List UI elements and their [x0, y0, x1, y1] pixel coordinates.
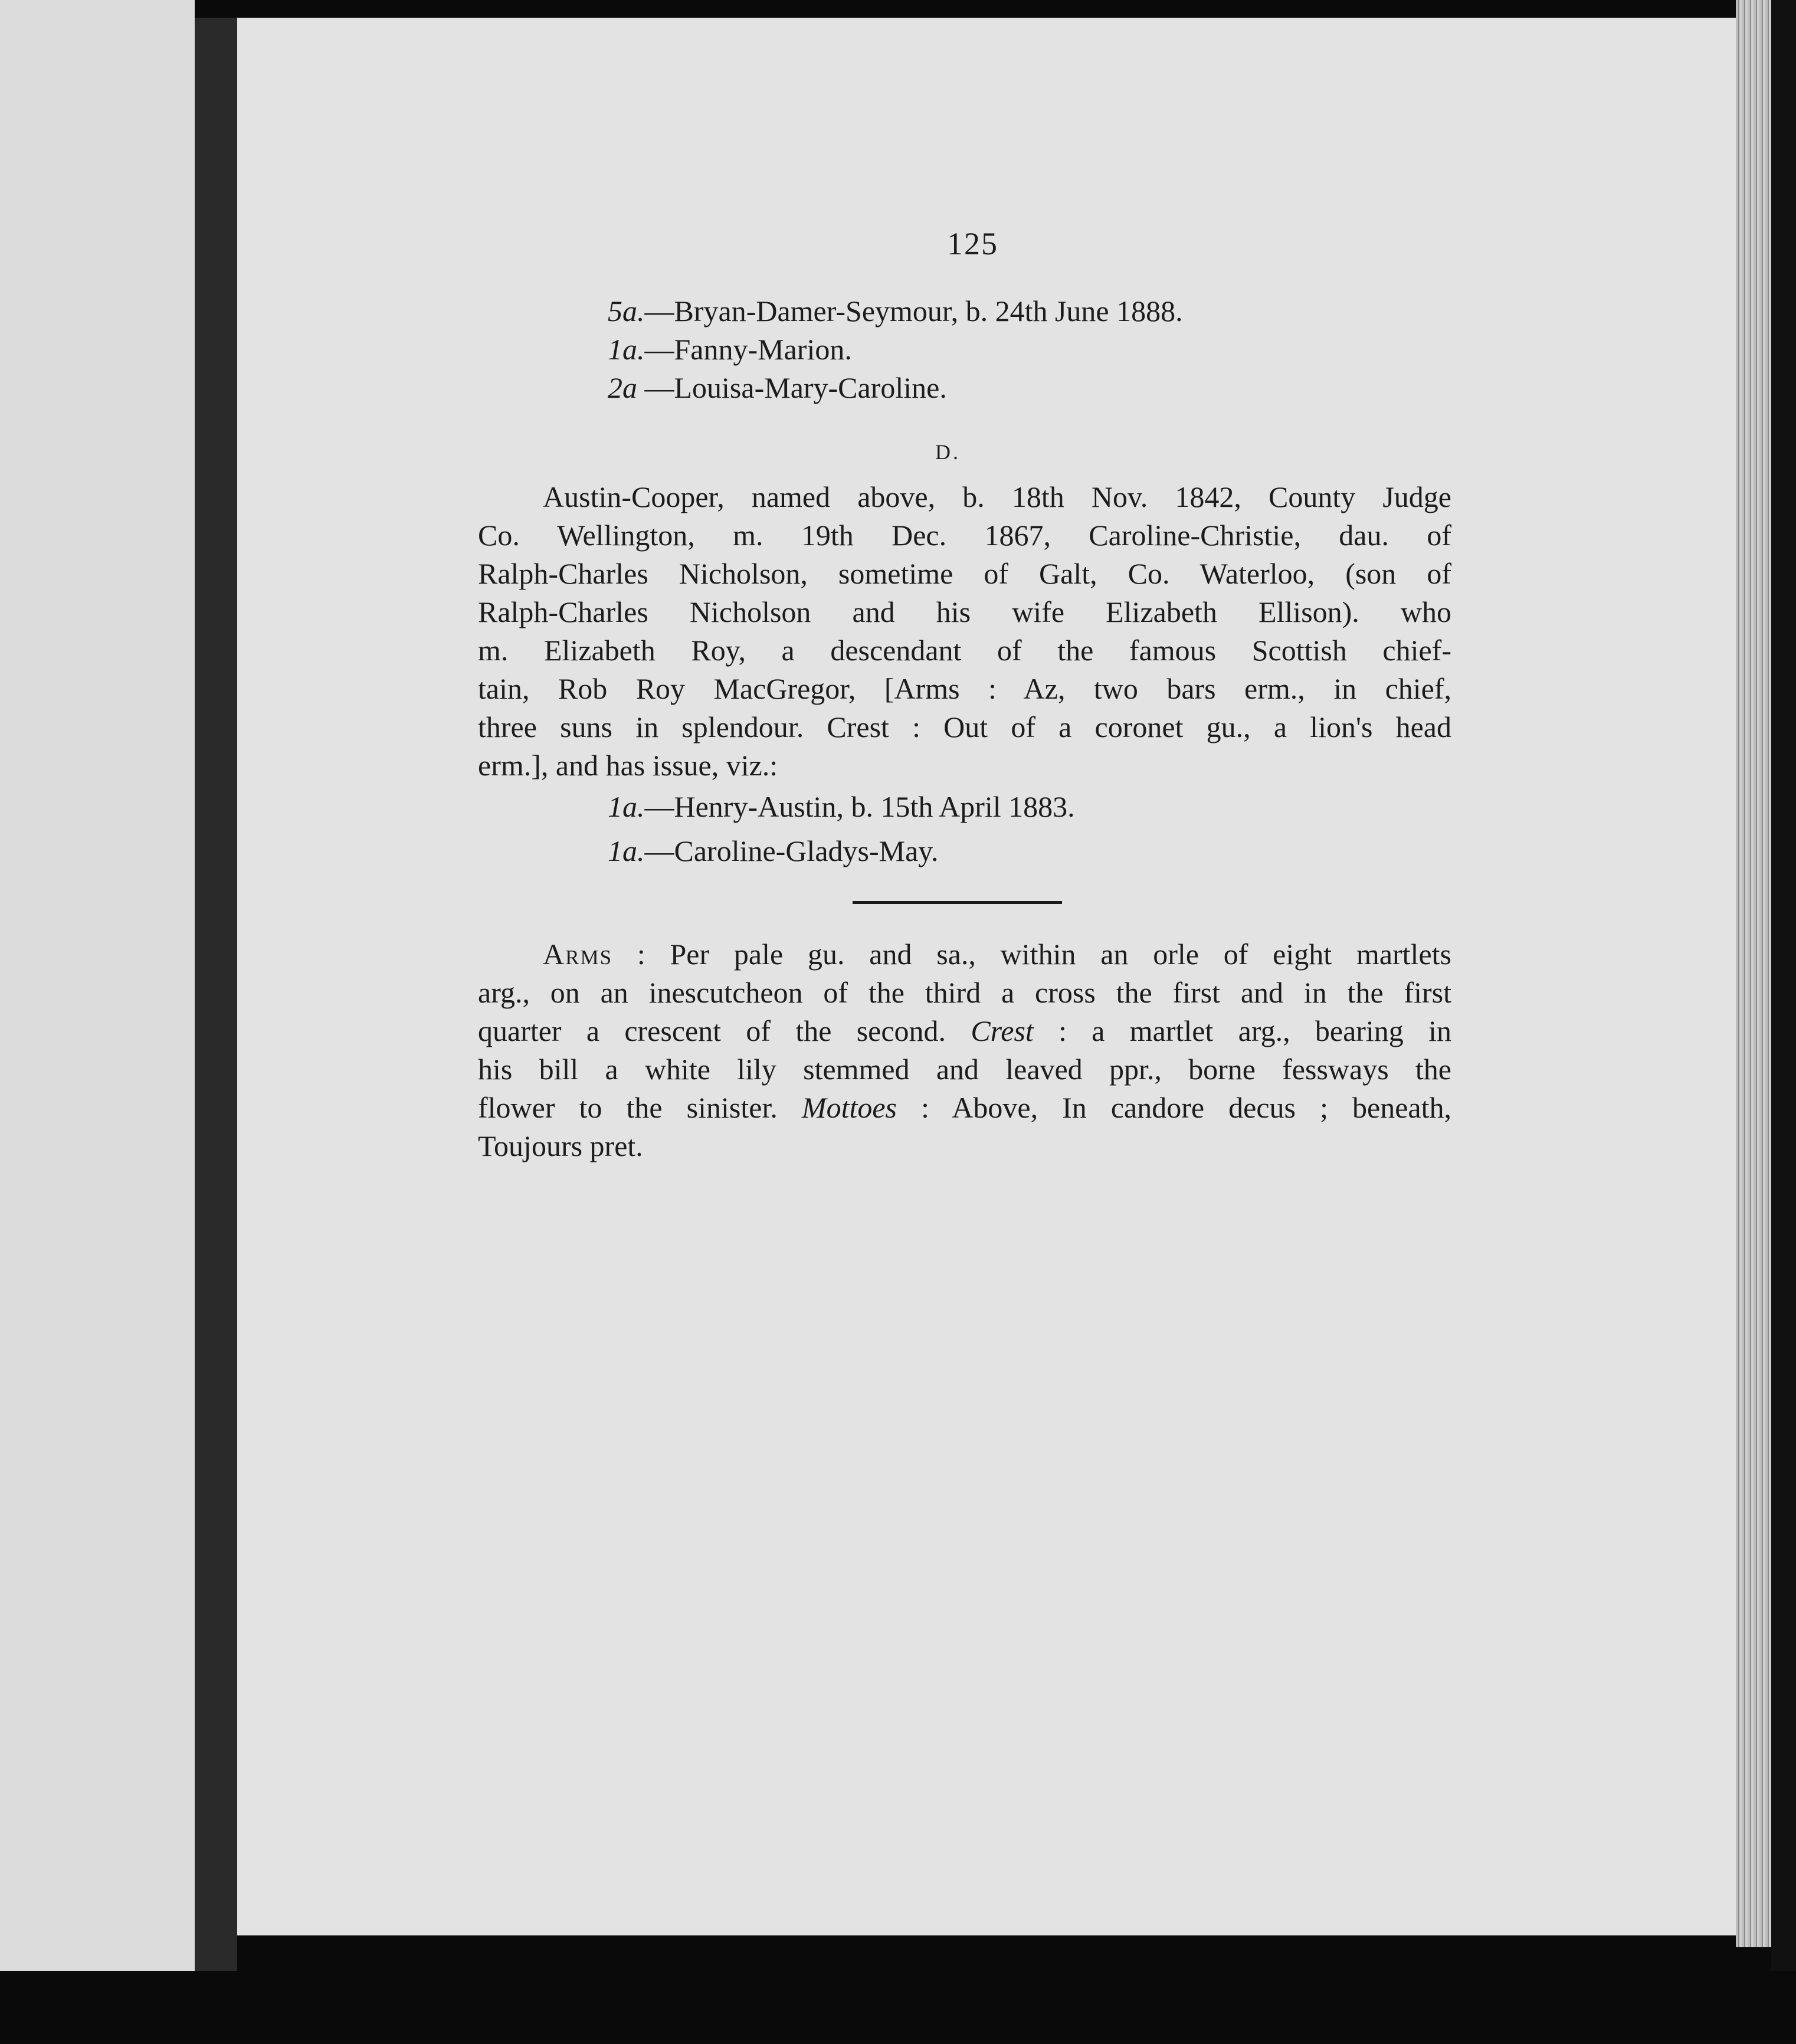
paragraph-line: Ralph-Charles Nicholson and his wife Elizabeth Ellison). who — [478, 595, 1451, 628]
paragraph-austin-cooper — [478, 478, 1451, 785]
paragraph-line: Arms : Per pale gu. and sa., within an orle of eight martlets — [543, 938, 1451, 971]
book-gutter — [195, 18, 237, 1971]
paragraph-line: arg., on an inescutcheon of the third a cross the first and in the first — [478, 976, 1451, 1009]
paragraph-line: three suns in splendour. Crest : Out of a coronet gu., a lion's head — [478, 710, 1451, 743]
page-stack-edge — [1736, 0, 1771, 1947]
list-item: 1a.—Fanny-Marion. — [608, 333, 852, 366]
paragraph-line: Ralph-Charles Nicholson, sometime of Galt, Co. Waterloo, (son of — [478, 557, 1451, 590]
paragraph-line: erm.], and has issue, viz.: — [478, 749, 778, 782]
crest-label: Crest — [971, 1014, 1034, 1047]
paragraph-line: Austin-Cooper, named above, b. 18th Nov. 1842, County Judge — [543, 480, 1451, 513]
scan-border-right — [1771, 0, 1796, 2044]
paragraph-line: flower to the sinister. Mottoes : Above, In candore decus ; beneath, — [478, 1091, 1451, 1124]
list-item: 1a.—Henry-Austin, b. 15th April 1883. — [608, 790, 1075, 823]
mottoes-label: Mottoes — [801, 1091, 897, 1124]
section-heading: D. — [935, 440, 961, 464]
list-item: 1a.—Caroline-Gladys-May. — [608, 834, 939, 867]
list-item: 2a —Louisa-Mary-Caroline. — [608, 371, 947, 404]
paragraph-line: Toujours pret. — [478, 1129, 643, 1162]
paragraph-line: tain, Rob Roy MacGregor, [Arms : Az, two bars erm., in chief, — [478, 672, 1451, 705]
section-divider — [853, 901, 1062, 904]
paragraph-line: his bill a white lily stemmed and leaved ppr., borne fessways the — [478, 1053, 1451, 1086]
page-number: 125 — [947, 226, 998, 261]
paragraph-line: quarter a crescent of the second. Crest : a martlet arg., bearing in — [478, 1014, 1451, 1047]
list-item: 5a.—Bryan-Damer-Seymour, b. 24th June 1888. — [608, 294, 1183, 327]
paragraph-line: m. Elizabeth Roy, a descendant of the famous Scottish chief- — [478, 634, 1451, 667]
left-page-edge — [0, 0, 195, 1971]
arms-label: Arms — [543, 938, 613, 971]
scan-border-bottom — [0, 1971, 1796, 2044]
paragraph-line: Co. Wellington, m. 19th Dec. 1867, Caroline-Christie, dau. of — [478, 519, 1451, 552]
arms-paragraph — [478, 935, 1451, 1165]
